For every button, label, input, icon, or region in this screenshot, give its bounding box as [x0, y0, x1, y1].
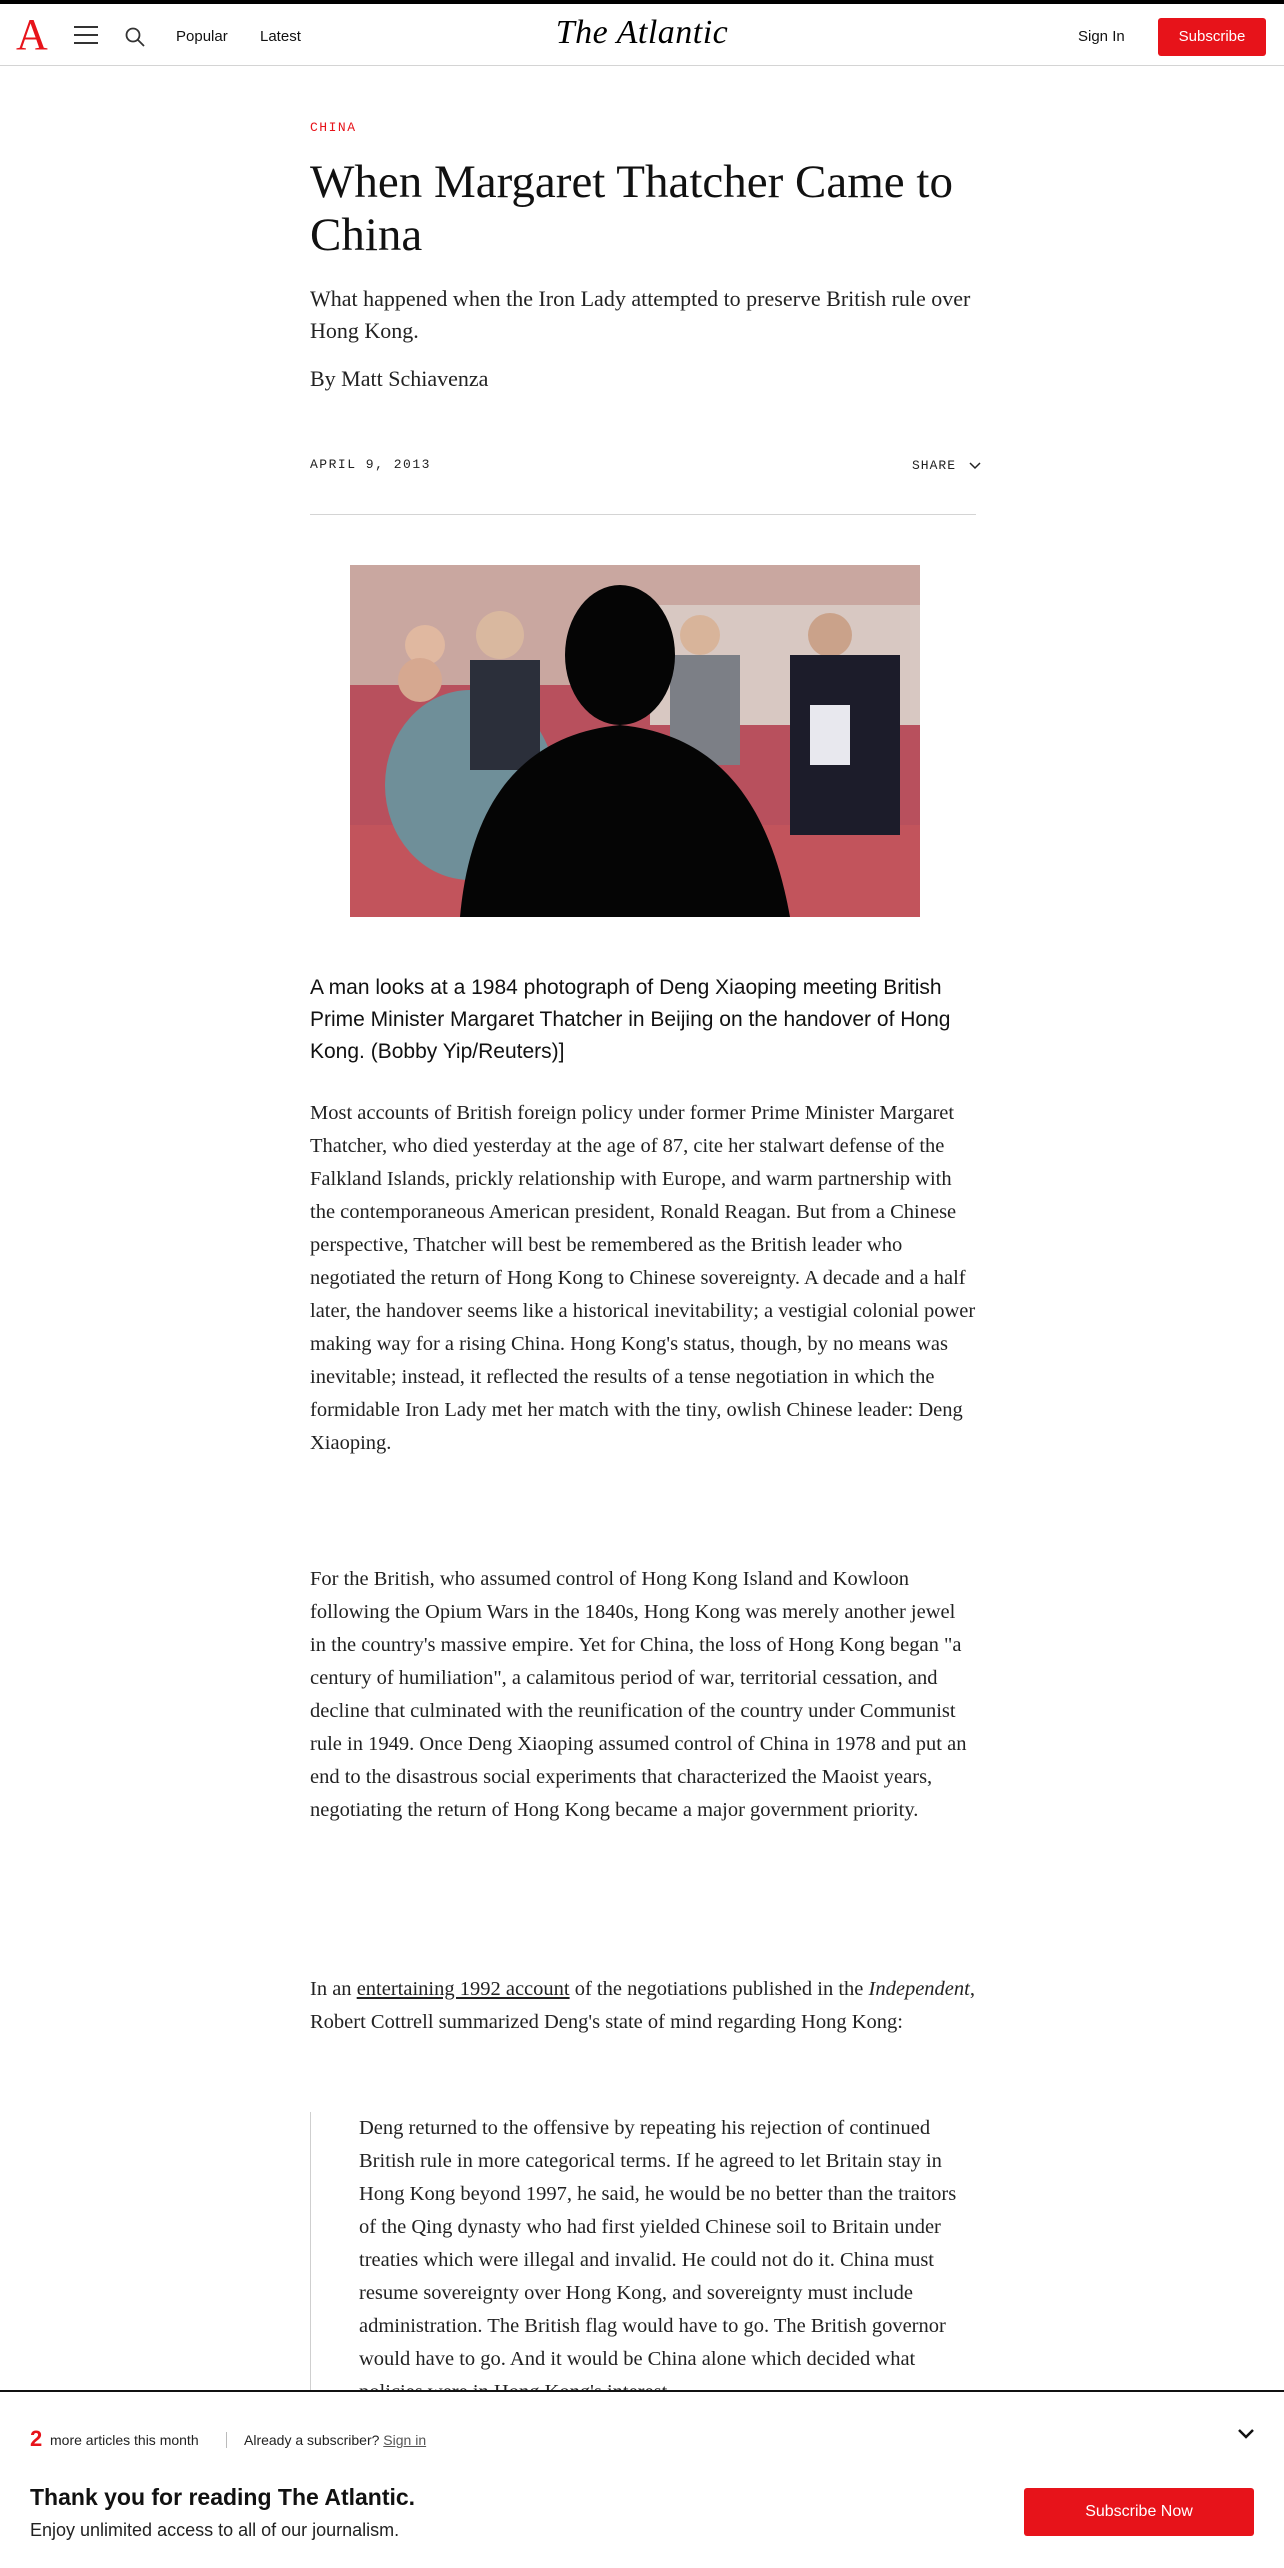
- sign-in-link[interactable]: Sign In: [1078, 28, 1125, 45]
- already-subscriber: [244, 2432, 426, 2448]
- search-icon[interactable]: [124, 26, 146, 48]
- chevron-down-icon: [969, 462, 981, 470]
- block-quote-text: Deng returned to the offensive by repeating his rejection of continued British rule in more categorical terms. If he agreed to let Britain stay in Hong Kong beyond 1997, he said, he would be no better than the traitors of the Qing dynasty who had first yielded Chinese soil to Britain under treaties which were illegal and invalid. He could not do it. China must resume sovereignty over Hong Kong, and sovereignty must include administration. The British flag would have to go. The British governor would have to go. And it would be China alone which decided what: [359, 2117, 957, 2370]
- article-photo: [350, 565, 920, 917]
- nav-popular-link[interactable]: Popular: [176, 28, 228, 45]
- photo-illustration: [350, 565, 920, 917]
- atlantic-logo[interactable]: A: [16, 10, 48, 59]
- article-count: 2: [30, 2426, 43, 2451]
- body-paragraph-1: Most accounts of British foreign policy under former Prime Minister Margaret Thatcher, who died yesterday at the age of 87, cite her stalwart defense of the Falkland Islands, prickly relationship with Europe, and warm partnership with the contemporaneous American president, Ronald Reagan. But from a Chinese perspective, Thatcher will best be remembered as the British leader who negotiated the return of Hong Kong to Chinese sovereignty. A decade and a half later, the handover seems like a historical inevitability; a vestigial colonial power making way for a rising China. Hong Kong's status, though, by no means was inevitable; instead, it reflected the results of a tense negotiation in which the formidable Iron Lady met her match with the tiny, owlish Chinese leader: Deng Xiaoping.: [310, 1102, 976, 1454]
- p3-intro: In an: [310, 1978, 357, 2000]
- menu-icon[interactable]: [74, 26, 98, 46]
- entertaining-account-link[interactable]: entertaining 1992 account: [356, 1978, 570, 2000]
- share-label: SHARE: [912, 458, 957, 473]
- byline: By Matt Schiavenza: [310, 366, 489, 391]
- article-dek: What happened when the Iron Lady attempted to preserve British rule over Hong Kong.: [310, 286, 971, 343]
- publication-name: Independent: [868, 1978, 970, 2000]
- p3-mid: of the negotiations published in the: [569, 1978, 869, 2000]
- section-label[interactable]: CHINA: [310, 120, 357, 135]
- subscribe-button[interactable]: Subscribe: [1158, 18, 1266, 56]
- article-count-text: more articles this month: [50, 2432, 199, 2448]
- paywall-subheading: Enjoy unlimited access to all of our journalism.: [30, 2520, 400, 2540]
- paywall-heading: Thank you for reading The Atlantic.: [30, 2484, 416, 2510]
- share-button[interactable]: [912, 458, 981, 473]
- page-title: When Margaret Thatcher Came to China: [310, 156, 953, 261]
- top-nav: [0, 0, 1284, 66]
- body-paragraph-3: [310, 1973, 976, 2039]
- collapse-chevron-icon[interactable]: [1236, 2426, 1256, 2442]
- p3-end: , Robert Cottrell summarized Deng's state of mind regarding Hong Kong:: [310, 1978, 975, 2033]
- block-quote: [310, 2112, 976, 2412]
- publish-date: APRIL 9, 2013: [310, 457, 431, 472]
- header-divider: [310, 514, 976, 515]
- paywall-sign-in-link[interactable]: Sign in: [383, 2432, 427, 2448]
- already-subscriber-text: Already a subscriber?: [244, 2432, 380, 2448]
- nav-latest-link[interactable]: Latest: [260, 28, 301, 45]
- photo-caption: A man looks at a 1984 photograph of Deng Xiaoping meeting British Prime Minister Margaret Thatcher in Beijing on the handover of Hong Kong. (Bobby Yip/Reuters)]: [310, 976, 951, 1063]
- subscribe-now-button[interactable]: Subscribe Now: [1024, 2488, 1254, 2536]
- body-paragraph-2: For the British, who assumed control of Hong Kong Island and Kowloon following the Opium Wars in the 1840s, Hong Kong was merely another jewel in the country's massive empire. Yet for China, the loss of Hong Kong began "a century of humiliation", a calamitous period of war, territorial cessation, and decline that culminated with the reunification of the country under Communist rule in 1949. Once Deng Xiaoping assumed control of China in 1978 and put an end to the disastrous social experiments that characterized the Maoist years, negotiating the return of Hong Kong became a major government priority.: [310, 1568, 967, 1821]
- wordmark[interactable]: The Atlantic: [555, 14, 729, 51]
- vertical-divider: [226, 2432, 227, 2448]
- paywall-banner: [0, 2390, 1284, 2568]
